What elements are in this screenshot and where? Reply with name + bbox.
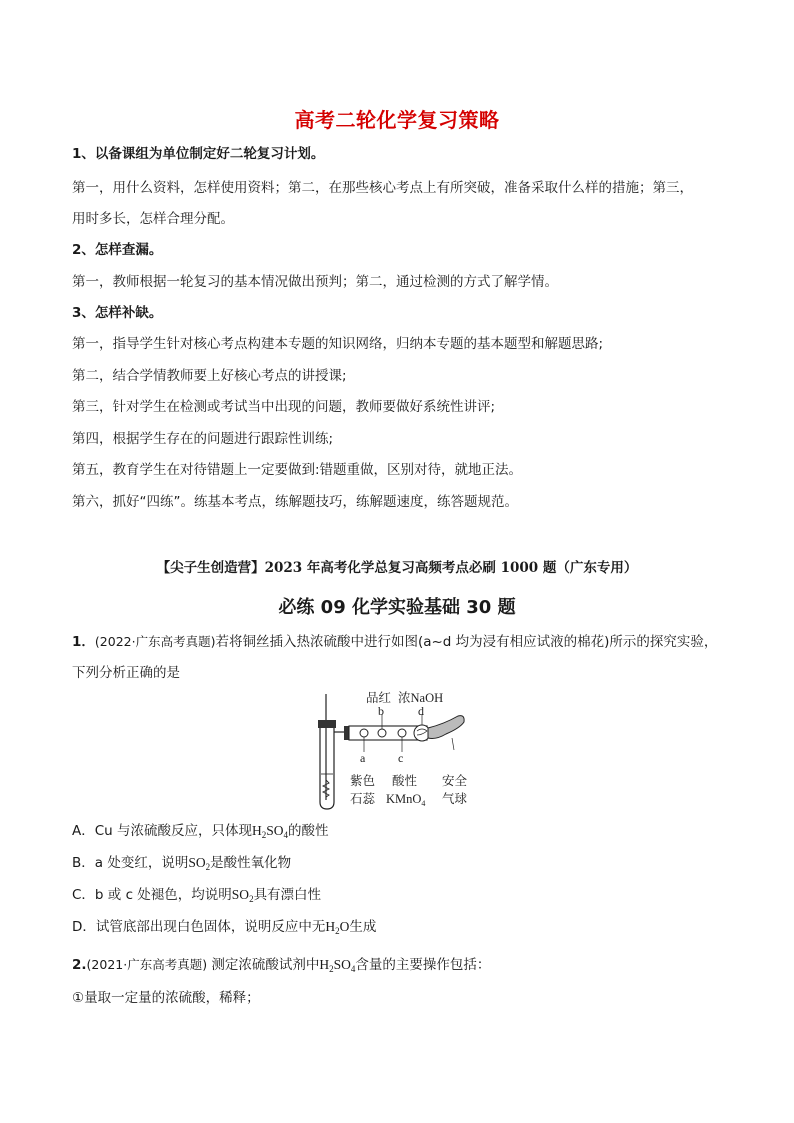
label-balloon: 气球: [442, 792, 468, 806]
section-line: 第二，结合学情教师要上好核心考点的讲授课;: [72, 368, 347, 384]
section-line: 第一，用什么资料，怎样使用资料；第二，在那些核心考点上有所突破，准备采取什么样的措施；第三，: [72, 180, 693, 196]
label-acidic: 酸性: [392, 774, 418, 788]
label-a: a: [360, 751, 366, 765]
section-heading-2: 2、怎样查漏。: [72, 242, 163, 258]
safety-balloon: [428, 716, 464, 739]
option-d[interactable]: D．试管底部出现白色固体，说明反应中无$H_2O$生成: [72, 919, 377, 936]
cotton-c: [398, 729, 406, 737]
label-naoh: 浓NaOH: [398, 691, 444, 705]
section-line: 第四，根据学生存在的问题进行跟踪性训练;: [72, 431, 334, 447]
stopper: [318, 720, 336, 728]
section-heading-1: 1、以备课组为单位制定好二轮复习计划。: [72, 146, 325, 162]
option-a[interactable]: A．Cu 与浓硫酸反应，只体现$H_2SO_4$的酸性: [72, 823, 329, 840]
label-litmus: 石蕊: [350, 792, 376, 806]
question-1-stem-cont: 下列分析正确的是: [72, 665, 180, 681]
apparatus-diagram: [318, 688, 478, 812]
section-line: 第一，教师根据一轮复习的基本情况做出预判；第二，通过检测的方式了解学情。: [72, 274, 558, 290]
section-subtitle: 必练 09 化学实验基础 30 题: [278, 597, 516, 618]
section-line: 用时多长，怎样合理分配。: [72, 211, 234, 227]
question-number: 2.: [72, 957, 87, 973]
label-kmno4: KMnO$_4$: [386, 792, 426, 808]
option-c[interactable]: C．b 或 c 处褪色，均说明$SO_2$具有漂白性: [72, 887, 322, 904]
label-c: c: [398, 751, 404, 765]
cotton-b: [378, 729, 386, 737]
question-2-step-1: ①量取一定量的浓硫酸，稀释；: [72, 990, 260, 1006]
label-pinhong: 品红: [366, 691, 392, 705]
label-b: b: [378, 704, 384, 718]
section-heading-3: 3、怎样补缺。: [72, 305, 163, 321]
question-number: 1．: [72, 634, 95, 650]
label-safety: 安全: [442, 774, 468, 788]
section-line: 第六，抓好“四练”。练基本考点，练解题技巧，练解题速度，练答题规范。: [72, 494, 518, 510]
banner-heading: 【尖子生创造营】2023 年高考化学总复习高频考点必刷 1000 题（广东专用）: [156, 560, 638, 576]
section-line: 第五，教育学生在对待错题上一定要做到:错题重做，区别对待，就地正法。: [72, 462, 523, 478]
question-source: (2022·广东高考真题): [94, 634, 216, 649]
label-purple: 紫色: [350, 774, 376, 788]
option-b[interactable]: B．a 处变红，说明$SO_2$是酸性氧化物: [72, 855, 292, 872]
page-title: 高考二轮化学复习策略: [294, 108, 500, 132]
cotton-a: [360, 729, 368, 737]
question-1-stem: [72, 633, 717, 651]
question-stem-text: 若将铜丝插入热浓硫酸中进行如图(a~d 均为浸有相应试液的棉花)所示的探究实验，: [215, 634, 718, 650]
label-d: d: [418, 704, 424, 718]
section-line: 第三，针对学生在检测或考试当中出现的问题，教师要做好系统性讲评;: [72, 399, 496, 415]
section-line: 第一，指导学生针对核心考点构建本专题的知识网络，归纳本专题的基本题型和解题思路;: [72, 336, 604, 352]
question-source: (2021·广东高考真题): [86, 957, 208, 972]
question-2-stem: 2.(2021·广东高考真题) 测定浓硫酸试剂中$H_2SO_4$含量的主要操作包括：: [72, 957, 491, 974]
